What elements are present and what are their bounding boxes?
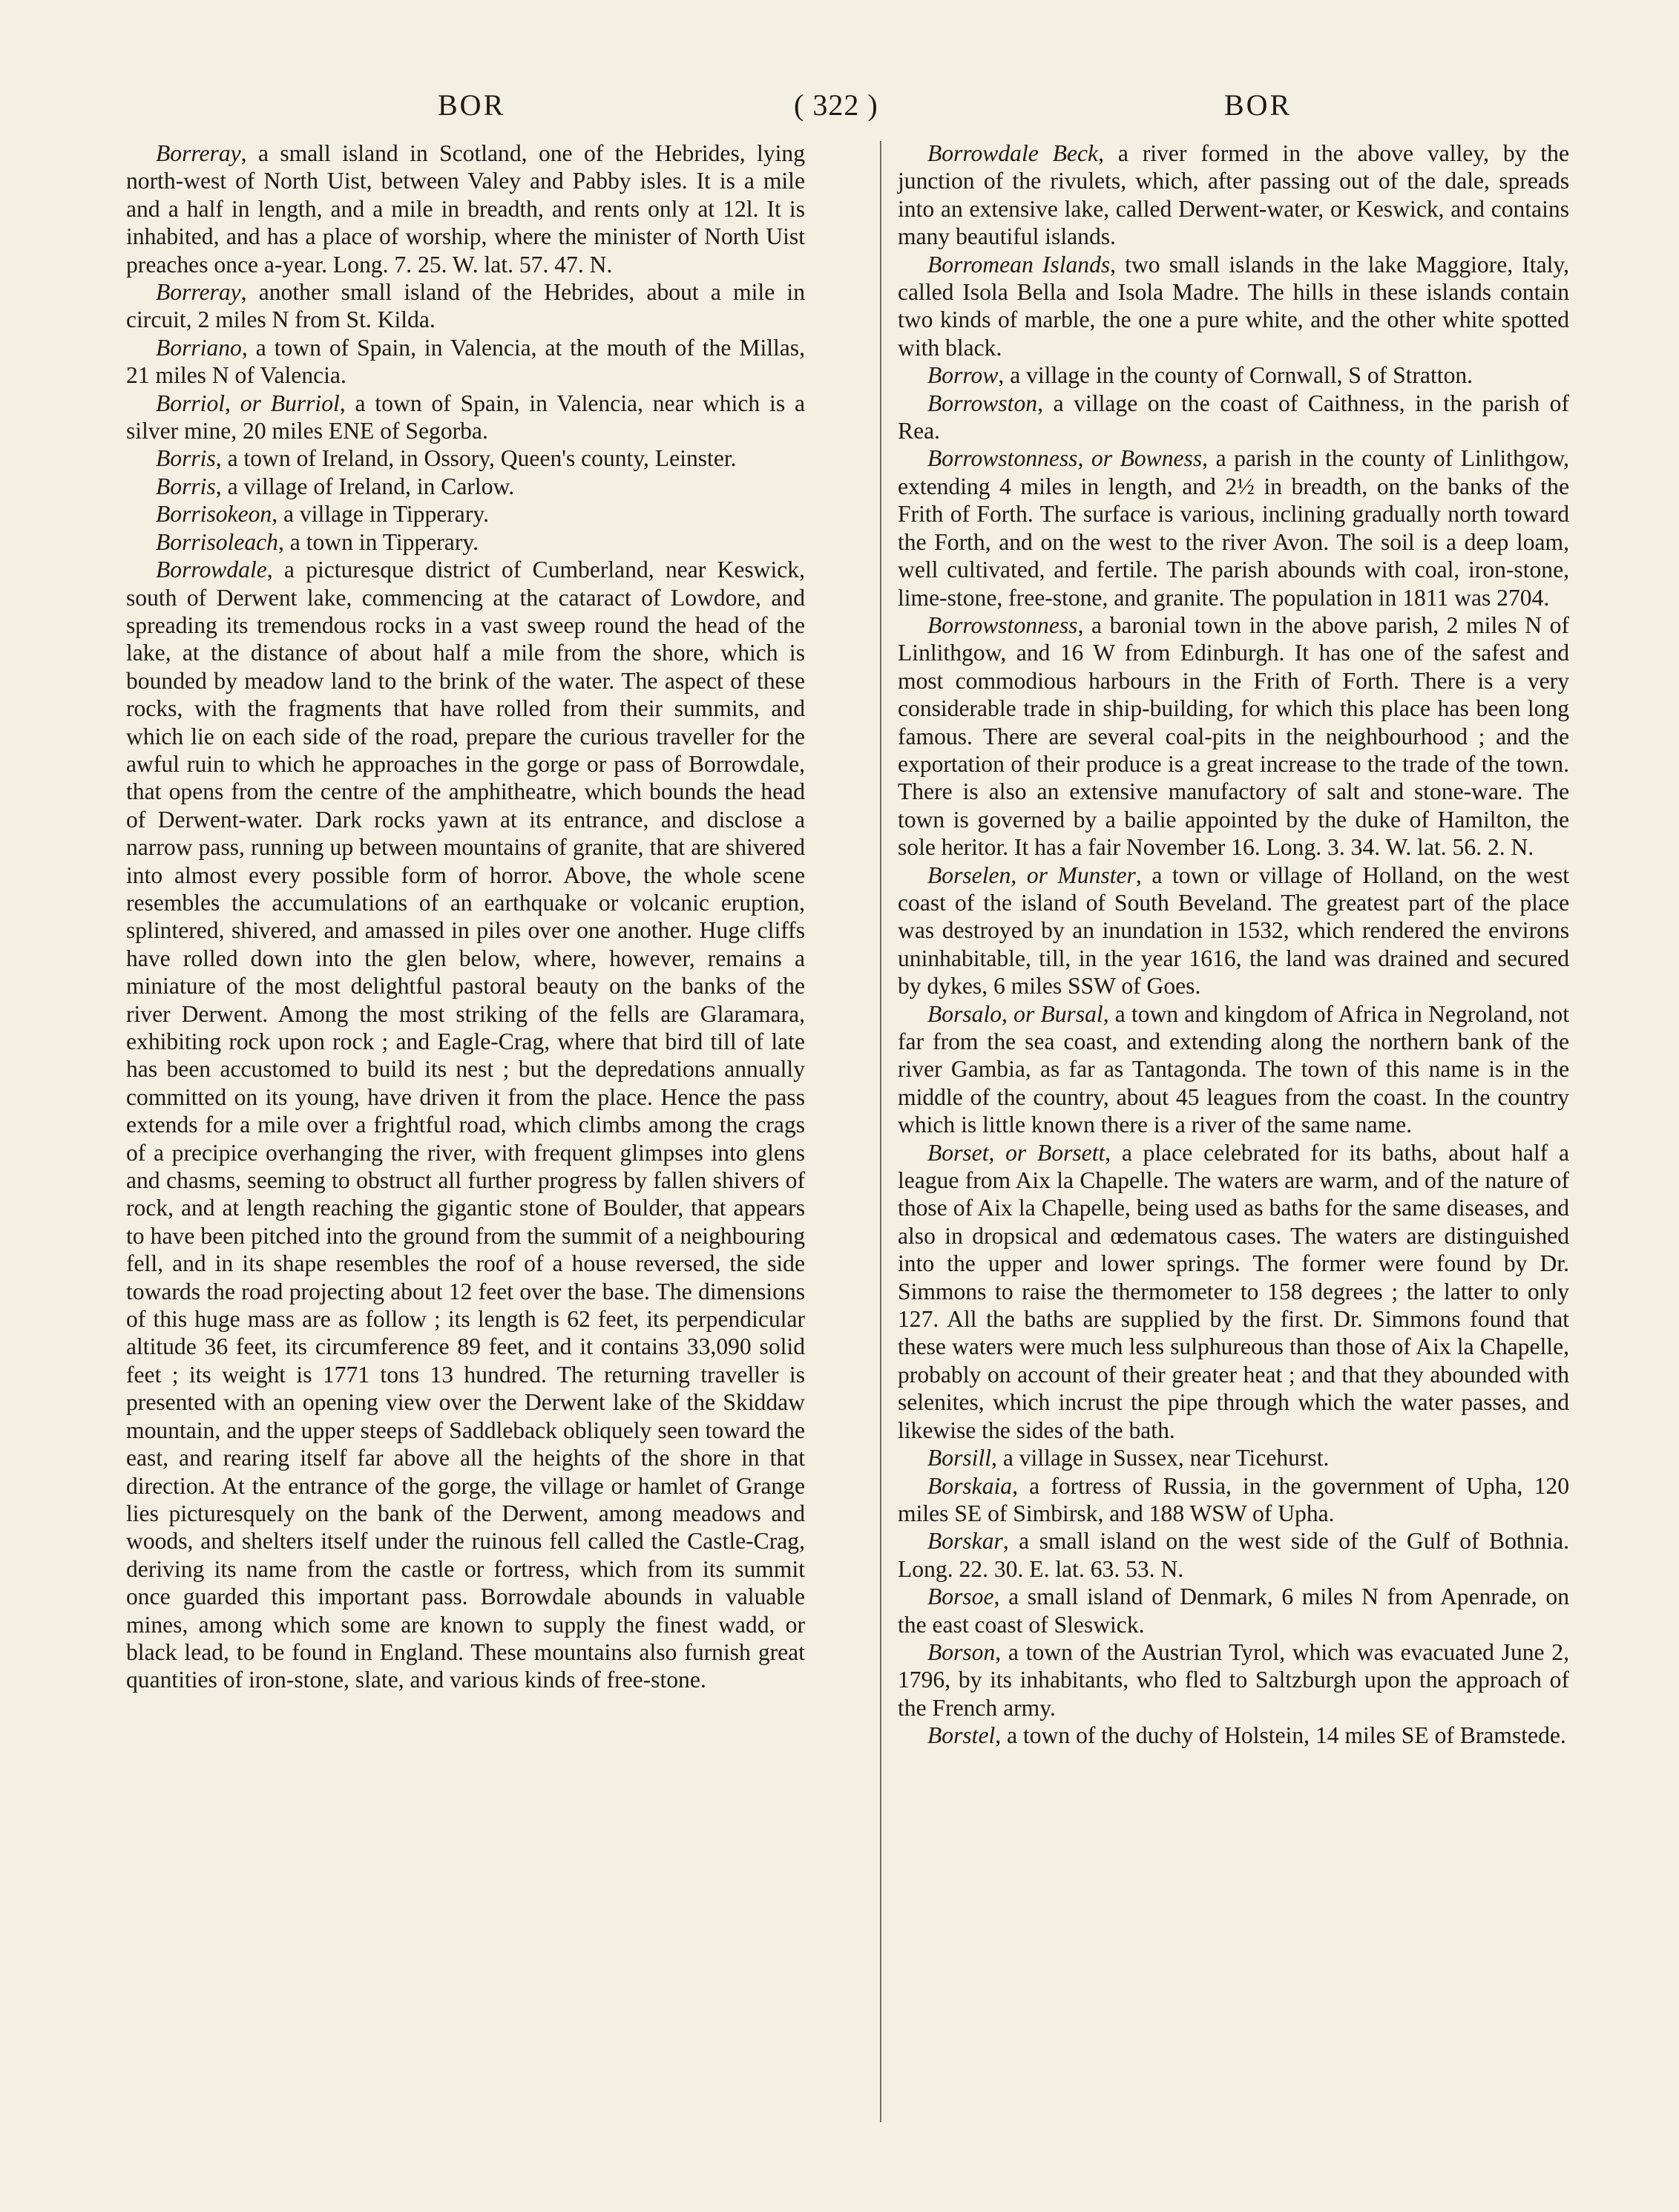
- entry-text: , a fortress of Russia, in the government of Upha, 120 miles SE of Simbirsk, and 188 WSW of Upha.: [898, 1472, 1569, 1526]
- entry-text: , another small island of the Hebrides, about a mile in circuit, 2 miles N from St. Kilda.: [126, 279, 805, 333]
- entry-headword: Borrowston: [927, 390, 1038, 416]
- dictionary-entry: [898, 1583, 1569, 1638]
- dictionary-entry: [898, 1139, 1569, 1444]
- entry-text: , a town of Spain, in Valencia, near which is a silver mine, 20 miles ENE of Segorba.: [126, 390, 805, 444]
- entry-text: , a town of Spain, in Valencia, at the mouth of the Millas, 21 miles N of Valencia.: [126, 334, 805, 389]
- entry-headword: Borrisokeon: [156, 501, 272, 528]
- dictionary-entry: [898, 1527, 1569, 1583]
- dictionary-entry: [126, 556, 805, 1694]
- entry-headword: Borris: [156, 473, 216, 499]
- running-header: [126, 88, 1547, 132]
- entry-headword: Borsalo, or Bursal: [927, 1000, 1103, 1027]
- dictionary-entry: [898, 862, 1569, 1000]
- dictionary-entry: [898, 1472, 1569, 1528]
- entry-text: , a small island on the west side of the Gulf of Bothnia. Long. 22. 30. E. lat. 63. 53. N.: [898, 1528, 1569, 1582]
- entry-headword: Borstel: [927, 1722, 996, 1749]
- dictionary-entry: [126, 500, 805, 528]
- page-number: ( 322 ): [794, 88, 878, 122]
- dictionary-entry: [898, 611, 1569, 862]
- entry-text: , a small island of Denmark, 6 miles N from Apenrade, on the east coast of Sleswick.: [898, 1583, 1569, 1638]
- entry-text: , a river formed in the above valley, by the junction of the rivulets, which, after passing out of the dale, spreads into an extensive lake, called Derwent-water, or Keswick, and contains many beautiful islands.: [898, 140, 1569, 250]
- entry-text: , a village in Sussex, near Ticehurst.: [991, 1445, 1330, 1471]
- entry-headword: Borrowdale Beck: [927, 140, 1099, 166]
- entry-text: , a place celebrated for its baths, about half a league from Aix la Chapelle. The waters are warm, and of the nature of those of Aix la Chapelle, being used as baths for the same diseases, and also in dropsical and œdematous cases. The waters are distinguished into the upper and lower springs. The former were found by Dr. Simmons to raise the thermometer to 158 degrees ; the latter to only 127. All the baths are supplied by the first. Dr. Simmons found that these waters were much less sulphureous than those of Aix la Chapelle, probably on account of their greater heat ; and that they abounded with selenites, which incrust the pipe through which the water passes, and likewise the sides of the bath.: [898, 1139, 1569, 1443]
- dictionary-entry: [898, 444, 1569, 611]
- dictionary-entry: [898, 251, 1569, 362]
- right-column: [898, 140, 1569, 1750]
- entry-text: , a town in Tipperary.: [277, 528, 479, 555]
- entry-headword: Borselen, or Munster: [927, 862, 1136, 888]
- entry-text: , a town of Ireland, in Ossory, Queen's county, Leinster.: [215, 445, 737, 472]
- entry-text: , a small island in Scotland, one of the Hebrides, lying north-west of North Uist, between Valey and Pabby isles. It is a mile and a half in length, and a mile in breadth, and rents only at 12l. It is inhabited, and has a place of worship, where the minister of North Uist preaches once a-year. Long. 7. 25. W. lat. 57. 47. N.: [126, 140, 805, 278]
- entry-headword: Borreray: [156, 279, 241, 306]
- entry-text: , a picturesque district of Cumberland, near Keswick, south of Derwent lake, commencing at the cataract of Lowdore, and spreading its tremendous rocks in a vast sweep round the head of the lake, at the distance of about half a mile from the shore, which is bounded by meadow land to the brink of the water. The aspect of these rocks, with the fragments that have rolled from their summits, and which lie on each side of the road, prepare the curious traveller for the awful ruin to which he approaches in the gorge or pass of Borrowdale, that opens from the centre of the amphitheatre, which bounds the head of Derwent-water. Dark rocks yawn at its entrance, and disclose a narrow pass, running up between mountains of granite, that are shivered into almost every possible form of horror. Above, the whole scene resembles the accumulations of an earthquake or volcanic eruption, splintered, shivered, and amassed in piles over one another. Huge cliffs have rolled down into the glen below, where, however, remains a miniature of the most delightful pastoral beauty on the banks of the river Derwent. Among the most striking of the fells are Glaramara, exhibiting rock upon rock ; and Eagle-Crag, where that bird till of late has been accustomed to build its nest ; but the depredations annually committed on its young, have driven it from the place. Hence the pass extends for a mile over a frightful road, which climbs among the crags of a precipice overhanging the river, with frequent glimpses into glens and chasms, seeming to obstruct all further progress by fallen shivers of rock, and at length reaching the gigantic stone of Boulder, that appears to have been pitched into the ground from the summit of a neighbouring fell, and in its shape resembles the roof of a house reversed, the side towards the road projecting about 12 feet over the base. The dimensions of this huge mass are as follow ; its length is 62 feet, its perpendicular altitude 36 feet, its circumference 89 feet, and it contains 33,090 solid feet ; its weight is 1771 tons 13 hundred. The returning traveller is presented with an opening view over the Derwent lake of the Skiddaw mountain, and the upper steeps of Saddleback obliquely seen toward the east, and rearing itself far above all the heights of the shore in that direction. At the entrance of the gorge, the village or hamlet of Grange lies picturesquely on the bank of the Derwent, among meadows and woods, and shelters itself under the ruinous fell called the Castle-Crag, deriving its name from the castle or fortress, which from its summit once guarded this important pass. Borrowdale abounds in valuable mines, among which some are known to supply the finest wadd, or black lead, to be found in England. These mountains also furnish great quantities of iron-stone, slate, and various kinds of free-stone.: [126, 557, 805, 1693]
- entry-headword: Borsoe: [927, 1583, 994, 1610]
- dictionary-entry: [126, 334, 805, 390]
- entry-headword: Borskar: [927, 1528, 1003, 1555]
- entry-text: , a village in Tipperary.: [272, 501, 489, 528]
- entry-text: , a town of the Austrian Tyrol, which was evacuated June 2, 1796, by its inhabitants, who fled to Saltzburgh upon the approach of the French army.: [898, 1638, 1569, 1721]
- dictionary-entry: [126, 278, 805, 334]
- entry-headword: Borskaia: [927, 1472, 1013, 1499]
- entry-headword: Borromean Islands: [927, 251, 1111, 278]
- left-column: [126, 140, 805, 1694]
- entry-text: , two small islands in the lake Maggiore, Italy, called Isola Bella and Isola Madre. The hills in these islands contain two kinds of marble, the one a pure white, and the other white spotted with black.: [898, 251, 1570, 361]
- entry-headword: Borson: [927, 1638, 996, 1665]
- entry-headword: Borrowdale: [156, 557, 267, 583]
- dictionary-entry: [126, 473, 805, 500]
- dictionary-entry: [898, 1444, 1569, 1471]
- dictionary-entry: [126, 444, 805, 472]
- dictionary-entry: [126, 390, 805, 445]
- dictionary-entry: [898, 1638, 1569, 1722]
- entry-text: , a baronial town in the above parish, 2 miles N of Linlithgow, and 16 W from Edinburgh. It has one of the safest and most commodious harbours in the Frith of Forth. There is a very considerable trade in ship-building, for which this place has been long famous. There are several coal-pits in the neighbourhood ; and the exportation of their produce is a great increase to the trade of the town. There is also an extensive manufactory of salt and stone-ware. The town is governed by a bailie appointed by the duke of Hamilton, the sole heritor. It has a fair November 16. Long. 3. 34. W. lat. 56. 2. N.: [898, 611, 1569, 861]
- dictionary-entry: [898, 140, 1569, 251]
- dictionary-entry: [126, 140, 805, 278]
- entry-headword: Borriano: [156, 334, 242, 361]
- entry-headword: Borrowstonness: [927, 611, 1078, 638]
- header-left-catchword: BOR: [438, 88, 506, 122]
- column-divider: [880, 141, 881, 2122]
- dictionary-entry: [126, 528, 805, 556]
- entry-text: , a parish in the county of Linlithgow, extending 4 miles in length, and 2½ in breadth, on the banks of the Frith of Forth. The surface is various, inclining gradually north toward the Forth, and on the west to the river Avon. The soil is a deep loam, well cultivated, and fertile. The parish abounds with coal, iron-stone, lime-stone, free-stone, and granite. The population in 1811 was 2704.: [898, 445, 1569, 611]
- entry-headword: Borriol, or Burriol: [156, 390, 340, 416]
- entry-headword: Borreray: [156, 140, 241, 166]
- header-right-catchword: BOR: [1224, 88, 1292, 122]
- entry-text: , a town or village of Holland, on the west coast of the island of South Beveland. The greatest part of the place was destroyed by an inundation in 1532, which rendered the environs uninhabitable, till, in the year 1616, the land was drained and secured by dykes, 6 miles SSW of Goes.: [898, 862, 1569, 1000]
- dictionary-entry: [898, 361, 1569, 389]
- dictionary-entry: [898, 1000, 1569, 1139]
- dictionary-entry: [898, 1722, 1569, 1749]
- entry-headword: Borset, or Borsett: [927, 1139, 1105, 1166]
- entry-headword: Borrowstonness, or Bowness: [927, 445, 1203, 472]
- entry-text: , a town and kingdom of Africa in Negroland, not far from the sea coast, and extending along the northern bank of the river Gambia, as far as Tantagonda. The town of this name is in the middle of the country, about 45 leagues from the coast. In the country which is little known there is a river of the same name.: [898, 1000, 1569, 1138]
- entry-headword: Borsill: [927, 1445, 992, 1471]
- entry-headword: Borris: [156, 445, 216, 472]
- dictionary-entry: [898, 390, 1569, 445]
- entry-text: , a village of Ireland, in Carlow.: [215, 473, 515, 499]
- entry-text: , a village in the county of Cornwall, S of Stratton.: [998, 362, 1473, 389]
- entry-headword: Borrisoleach: [156, 528, 278, 555]
- entry-headword: Borrow: [927, 362, 999, 389]
- entry-text: , a town of the duchy of Holstein, 14 miles SE of Bramstede.: [995, 1722, 1566, 1749]
- entry-text: , a village on the coast of Caithness, in the parish of Rea.: [898, 390, 1569, 444]
